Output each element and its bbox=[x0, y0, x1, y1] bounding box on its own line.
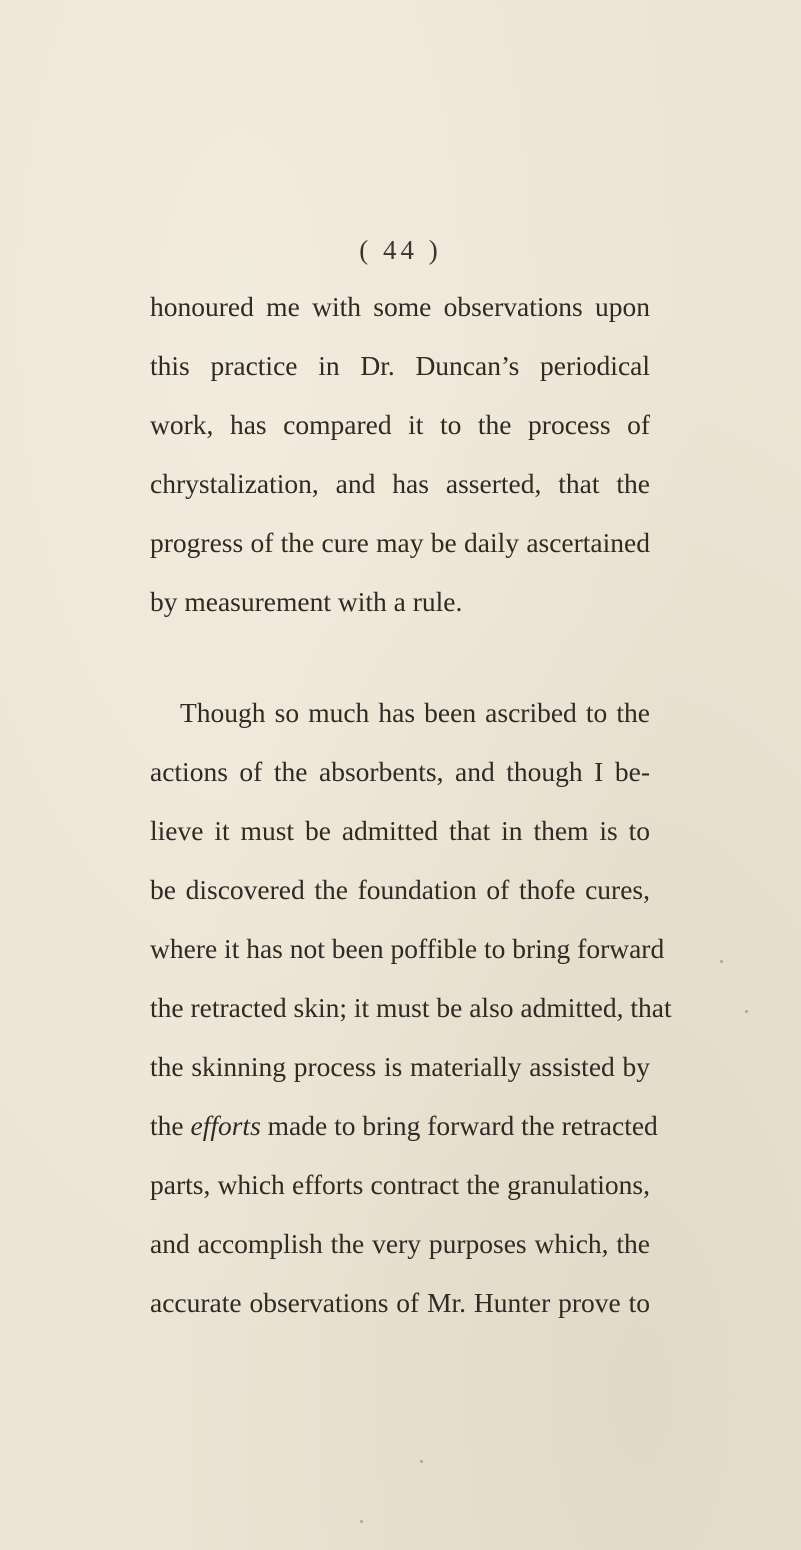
text-line: Though so much has been ascribed to the bbox=[180, 697, 650, 728]
page-number: ( 44 ) bbox=[359, 235, 442, 265]
text-line: where it has not been poffible to bring forward bbox=[150, 933, 665, 964]
line-rest: made to bring forward the retracted bbox=[267, 1110, 658, 1141]
text-line-with-emphasis bbox=[150, 1106, 658, 1146]
paper-speck bbox=[420, 1460, 423, 1463]
text-line: honoured me with some observations upon bbox=[150, 291, 650, 322]
text-line: work, has compared it to the process of bbox=[150, 409, 650, 440]
text-line: chrystalization, and has asserted, that the bbox=[150, 468, 650, 499]
text-line: be discovered the foundation of thofe cures, bbox=[150, 874, 650, 905]
emphasis-word: efforts bbox=[190, 1110, 261, 1141]
text-line: progress of the cure may be daily ascertained bbox=[150, 527, 650, 558]
text-line: the retracted skin; it must be also admitted, that bbox=[150, 992, 672, 1023]
text-line: this practice in Dr. Duncan’s periodical bbox=[150, 350, 650, 381]
text-line: parts, which efforts contract the granulations, bbox=[150, 1169, 650, 1200]
text-line: lieve it must be admitted that in them is to bbox=[150, 815, 650, 846]
paper-speck bbox=[360, 1520, 363, 1523]
paper-speck bbox=[720, 960, 723, 963]
text-line: actions of the absorbents, and though I be- bbox=[150, 756, 650, 787]
line-prefix: the bbox=[150, 1110, 184, 1141]
text-line: the skinning process is materially assisted by bbox=[150, 1051, 650, 1082]
paper-speck bbox=[745, 1010, 748, 1013]
text-line: and accomplish the very purposes which, the bbox=[150, 1228, 650, 1259]
text-line: accurate observations of Mr. Hunter prove to bbox=[150, 1287, 650, 1318]
text-line: by measurement with a rule. bbox=[150, 586, 463, 617]
